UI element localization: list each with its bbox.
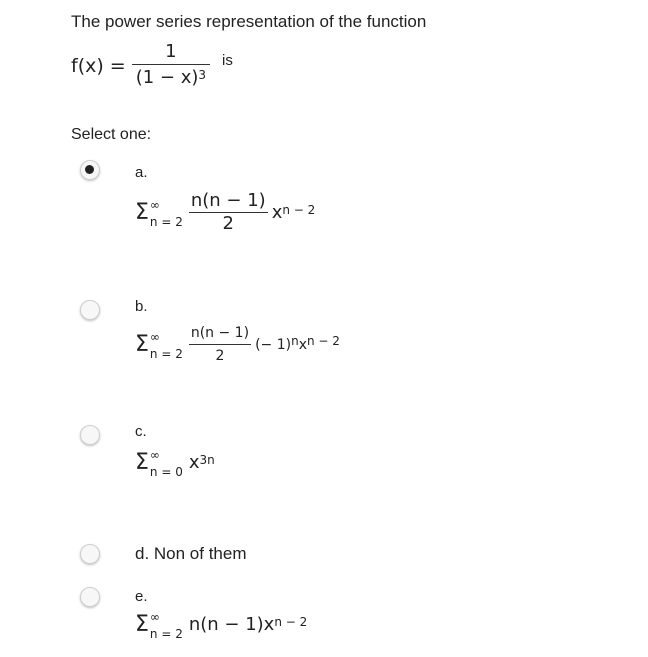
term-variable (189, 452, 215, 473)
question-text: The power series representation of the function (71, 12, 427, 31)
sigma-symbol: Σ (135, 612, 149, 637)
option-e-radio[interactable] (80, 587, 100, 607)
term-fraction-numerator: n(n − 1) (190, 190, 266, 211)
term-exponent: 3n (199, 453, 215, 467)
option-d-label[interactable]: d. Non of them (135, 544, 247, 563)
term-base: x (271, 202, 283, 224)
option-e-formula[interactable] (135, 609, 308, 641)
sum-upper-limit: ∞ (149, 329, 160, 344)
option-b-formula[interactable] (135, 322, 340, 367)
term-fraction (189, 322, 251, 367)
term2-base: x (298, 336, 307, 353)
denominator-exponent: 3 (198, 68, 207, 83)
option-c-radio[interactable] (80, 425, 100, 445)
term-variable (189, 614, 307, 635)
option-c-letter: c. (135, 423, 147, 440)
function-fraction (132, 40, 210, 92)
term-sign-factor (255, 333, 299, 353)
term-exponent: n − 2 (274, 615, 308, 629)
sum-lower-limit: n = 2 (149, 626, 183, 641)
term-fraction-denominator: 2 (222, 213, 234, 235)
term-exponent: n (291, 333, 299, 348)
term-base: n(n − 1)x (188, 614, 275, 635)
fraction-denominator (132, 65, 210, 92)
function-definition (71, 34, 233, 98)
option-b-radio[interactable] (80, 300, 100, 320)
term-variable (298, 333, 340, 353)
sum-lower-limit: n = 2 (149, 346, 183, 361)
term-exponent: n − 2 (282, 203, 316, 218)
term-variable (272, 202, 316, 223)
question-suffix: is (222, 51, 233, 69)
option-b-letter: b. (135, 298, 148, 315)
term-base: x (188, 452, 200, 473)
function-lhs: f(x) = (71, 55, 126, 77)
sum-limits (149, 447, 183, 479)
sum-limits (149, 329, 183, 361)
sum-lower-limit: n = 2 (149, 214, 183, 229)
option-c-formula[interactable] (135, 447, 215, 479)
sigma-symbol: Σ (135, 332, 149, 358)
option-a-letter: a. (135, 164, 148, 181)
fraction-numerator: 1 (165, 40, 177, 62)
sigma-symbol: Σ (135, 200, 149, 226)
sum-upper-limit: ∞ (149, 447, 160, 462)
term-fraction-numerator: n(n − 1) (190, 325, 250, 341)
option-d-radio[interactable] (80, 544, 100, 564)
sum-lower-limit: n = 0 (149, 464, 183, 479)
term-fraction (189, 190, 268, 235)
option-a-formula[interactable] (135, 190, 315, 235)
option-e-letter: e. (135, 588, 148, 605)
option-a-radio[interactable] (80, 160, 100, 180)
sum-limits (149, 197, 183, 229)
sum-upper-limit: ∞ (149, 609, 160, 624)
term-base: (− 1) (255, 336, 292, 353)
term2-exponent: n − 2 (306, 333, 340, 348)
term-fraction-denominator: 2 (215, 348, 225, 365)
sigma-symbol: Σ (135, 450, 149, 475)
sum-limits (149, 609, 183, 641)
sum-upper-limit: ∞ (149, 197, 160, 212)
select-one-label: Select one: (71, 126, 152, 143)
denominator-base: (1 − x) (135, 67, 199, 89)
